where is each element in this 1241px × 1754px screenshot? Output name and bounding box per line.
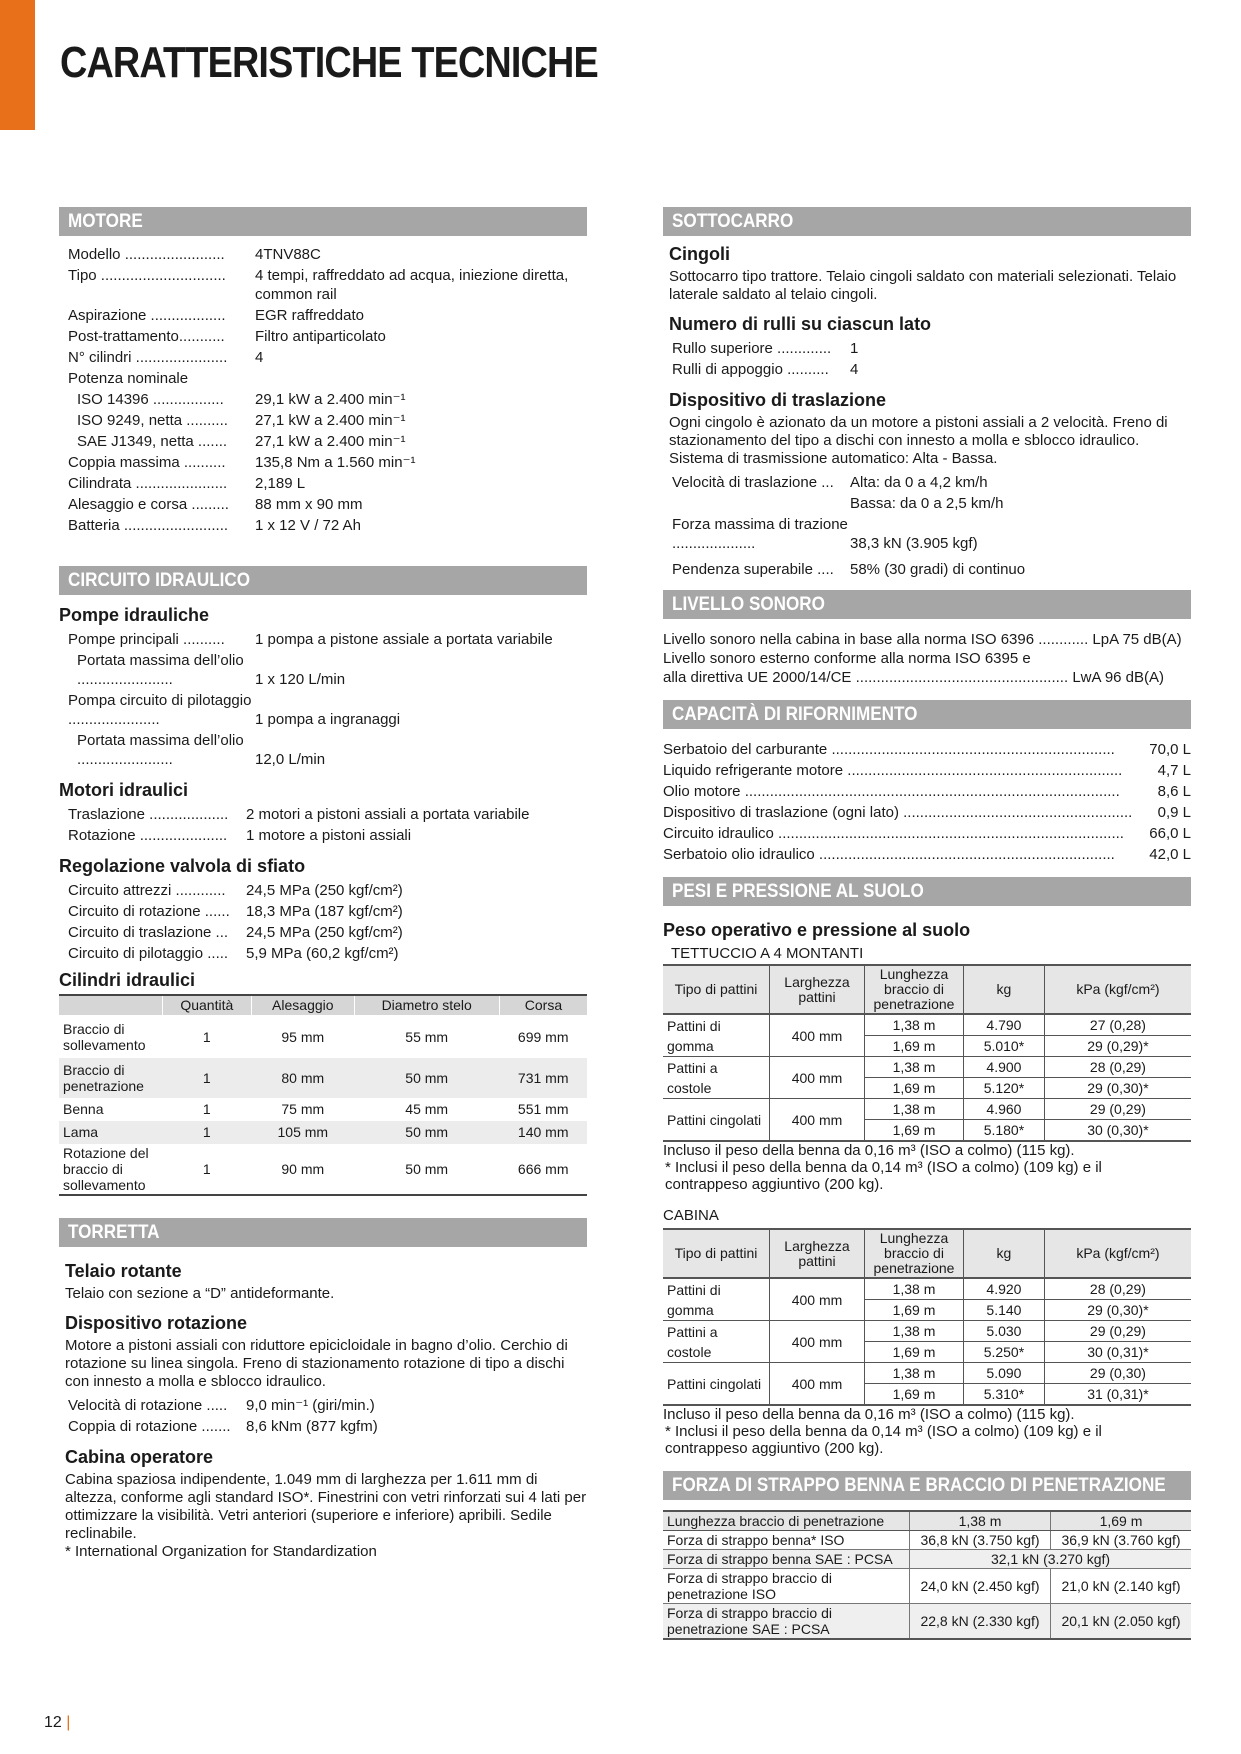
table-cell: 1,69 m [865,1078,964,1099]
table-cell: 1 [202,1028,211,1045]
table-cell: 5.250* [964,1342,1045,1363]
motore-table [59,244,587,536]
spec-value: 29,1 kW a 2.400 min⁻¹ [255,391,406,408]
spec-value: 8,6 kNm (877 kgfm) [246,1417,378,1435]
spec-label: Alesaggio e corsa ......... [68,496,229,513]
table-cell: 1 [202,1101,211,1117]
table-cell: 55 mm [405,1028,449,1045]
spec-label: Coppia massima .......... [68,454,226,471]
table-cell: Pattini cingolati [663,1363,770,1406]
table-cell: 90 mm [252,1144,354,1195]
spec-label: ISO 14396 ................. [77,391,224,408]
spec-label: Pompe principali .......... [68,631,225,648]
spec-value: 9,0 min⁻¹ (giri/min.) [246,1396,375,1414]
weight-note: Incluso il peso della benna da 0,16 m³ (ISO a colmo) (115 kg). [663,1142,1075,1159]
capacity-label: Serbatoio olio idraulico ....................................................................... [663,846,1115,863]
table-cell: Benna [63,1101,104,1117]
spec-label: Circuito di rotazione ...... [68,903,230,920]
spec-label: Portata massima dell’olio ....................... [77,652,244,688]
table-cell: 400 mm [770,1363,865,1406]
spec-value: Alta: da 0 a 4,2 km/h [850,474,988,491]
cabina-text: Cabina spaziosa indipendente, 1.049 mm di larghezza per 1.611 mm di altezza, conforme agli standard ISO*. Finestrini con vetri rinforzati sui 4 lati per ottimizzare la visibilità. Vetri anteriori (superiore e inferiore) apribili. Sedile reclinabile. [65,1470,587,1542]
spec-label: Portata massima dell’olio ....................... [77,732,244,768]
column-header: Tipo di pattini [663,965,770,1014]
pompe-table [59,629,587,770]
spec-label: Pendenza superabile .... [672,561,834,578]
capacity-value: 4,7 L [1157,762,1191,779]
table-cell: 45 mm [405,1101,449,1117]
spec-value: 58% (30 gradi) di continuo [850,561,1026,578]
spec-value: 24,5 MPa (250 kgf/cm²) [246,924,403,941]
section-header-sottocarro: SOTTOCARRO [663,207,1191,236]
cilindri-table [59,994,587,1196]
spec-label: Batteria ......................... [68,517,229,534]
spec-value: 5,9 MPa (60,2 kgf/cm²) [246,945,399,962]
spec-label: Circuito di pilotaggio ..... [68,945,229,962]
table-row [663,1057,1191,1078]
spec-value: 1 motore a pistoni assiali [246,827,412,844]
spec-value: Filtro antiparticolato [255,328,386,345]
section-header-forza: FORZA DI STRAPPO BENNA E BRACCIO DI PENETRAZIONE [663,1471,1191,1500]
table-cell: 24,0 kN (2.450 kgf) [910,1569,1051,1604]
table-cell: Braccio di sollevamento [63,1020,146,1053]
livello-line: Livello sonoro nella cabina in base alla norma ISO 6396 ............ LpA 75 dB(A) [663,631,1182,648]
column-header: Corsa [499,995,587,1016]
section-header-pesi: PESI E PRESSIONE AL SUOLO [663,877,1191,906]
subheading-pompe: Pompe idrauliche [59,605,210,625]
column-header: Alesaggio [252,995,354,1016]
rulli-table [669,338,1191,380]
page-number-divider: | [66,1714,71,1731]
table-cell: 4.900 [964,1057,1045,1078]
subheading-traslazione: Dispositivo di traslazione [669,390,887,410]
config-label: TETTUCCIO A 4 MONTANTI [671,945,864,962]
table-cell: 28 (0,29) [1044,1278,1191,1300]
spec-value: EGR raffreddato [255,307,364,324]
column-header: Tipo di pattini [663,1229,770,1278]
table-cell: 95 mm [281,1028,325,1045]
table-cell: 36,8 kN (3.750 kgf) [910,1531,1051,1550]
rotazione-text: Motore a pistoni assiali con riduttore epicicloidale in bagno d’olio. Cerchio di rotazione su linea singola. Freno di stazionamento rotazione di tipo a dischi con innesto a molla e sblocco idraulico. [65,1336,568,1390]
table-cell: 29 (0,30)* [1044,1078,1191,1099]
section-header-motore: MOTORE [59,207,587,236]
spec-label: Modello ........................ [68,246,225,263]
left-column [59,207,587,1561]
table-cell: 5.120* [964,1078,1045,1099]
table-cell: 5.010* [964,1036,1045,1057]
spec-label: Tipo .............................. [68,267,226,284]
table-cell: 1,69 m [865,1342,964,1363]
table-cell: 32,1 kN (3.270 kgf) [910,1550,1192,1569]
table-cell: 50 mm [354,1144,499,1195]
spec-label: Rotazione ..................... [68,827,228,844]
table-cell: 30 (0,30)* [1044,1120,1191,1142]
table-row [663,1099,1191,1120]
column-header: Diametro stelo [354,995,499,1016]
spec-label: Forza massima di trazione .................... [672,516,848,552]
capacity-row [663,760,1191,781]
table-cell: 551 mm [517,1101,569,1117]
capacity-row [663,844,1191,865]
table-cell: Pattini a costole [663,1321,770,1363]
subheading-cingoli: Cingoli [669,244,730,264]
spec-label: Rulli di appoggio .......... [672,361,829,378]
table-row [663,1278,1191,1300]
table-cell: 1,69 m [865,1384,964,1406]
table-cell: Rotazione del braccio di sollevamento [59,1144,162,1195]
table-cell: 400 mm [770,1321,865,1363]
table-cell: 5.180* [964,1120,1045,1142]
spec-label: ISO 9249, netta .......... [77,412,228,429]
table-cell: Pattini a costole [663,1057,770,1099]
traslazione-text: Ogni cingolo è azionato da un motore a pistoni assiali a 2 velocità. Freno di stazionamento del tipo a dischi con innesto a molla e sblocco idraulico. Sistema di trasmissione automatico: Alta - Bassa. [669,414,1168,467]
table-cell: 1,38 m [865,1278,964,1300]
table-cell: 1,38 m [865,1099,964,1120]
table-row [59,1016,587,1058]
spec-value: 2,189 L [255,475,306,492]
table-cell: 1 [162,1144,252,1195]
right-column [663,207,1191,1640]
table-cell: 1,38 m [865,1057,964,1078]
table-cell: 1,69 m [865,1300,964,1321]
column-header: kg [964,965,1045,1014]
table-cell: 29 (0,29)* [1044,1036,1191,1057]
section-header-capacita: CAPACITÀ DI RIFORNIMENTO [663,700,1191,729]
section-header-livello: LIVELLO SONORO [663,590,1191,619]
spec-label: N° cilindri ...................... [68,349,228,366]
table-cell: 31 (0,31)* [1044,1384,1191,1406]
spec-value: 1 [850,340,859,357]
table-row [59,1058,587,1098]
subheading-cilindri: Cilindri idraulici [59,970,196,990]
valvola-table [59,880,587,964]
capacity-label: Dispositivo di traslazione (ogni lato) ....................................................... [663,804,1133,821]
table-cell: 400 mm [770,1014,865,1057]
column-header [59,995,162,1016]
table-cell: Lama [59,1121,162,1144]
capacity-value: 70,0 L [1149,741,1191,758]
spec-value: 135,8 Nm a 1.560 min⁻¹ [255,454,416,471]
spec-label: Circuito di traslazione ... [68,924,229,941]
cabina-footnote: * International Organization for Standardization [65,1542,377,1560]
capacity-row [663,802,1191,823]
table-cell: Forza di strappo braccio di penetrazione SAE : PCSA [663,1604,910,1640]
table-cell: Braccio di penetrazione [59,1058,162,1098]
table-cell: 140 mm [499,1121,587,1144]
table-row [59,1144,587,1195]
table-cell: 30 (0,31)* [1044,1342,1191,1363]
table-cell: 27 (0,28) [1044,1014,1191,1036]
table-cell: 22,8 kN (2.330 kgf) [910,1604,1051,1640]
table-cell: 1 [162,1058,252,1098]
table-cell: 1,69 m [865,1036,964,1057]
section-header-torretta: TORRETTA [59,1218,587,1247]
motori-table [59,804,587,846]
weight-table-tettuccio [663,964,1191,1142]
weight-table-cabina [663,1228,1191,1406]
capacity-label: Olio motore .......................................................................................... [663,783,1120,800]
page-number: 12 | [44,1714,71,1731]
table-cell: 36,9 kN (3.760 kgf) [1051,1531,1191,1550]
spec-value: 27,1 kW a 2.400 min⁻¹ [255,433,406,450]
table-cell: 731 mm [499,1058,587,1098]
table-row [59,1121,587,1144]
page-title: CARATTERISTICHE TECNICHE [60,38,598,87]
spec-label: Velocità di rotazione ..... [68,1396,228,1414]
spec-label: Aspirazione .................. [68,307,226,324]
table-cell: 4.790 [964,1014,1045,1036]
capacity-row [663,823,1191,844]
capacity-row [663,739,1191,760]
spec-label: Coppia di rotazione ....... [68,1417,231,1435]
spec-label: Cilindrata ...................... [68,475,228,492]
table-cell: 4.920 [964,1278,1045,1300]
table-cell: 105 mm [252,1121,354,1144]
column-header: kPa (kgf/cm²) [1044,965,1191,1014]
table-row [663,1321,1191,1342]
column-header: Quantità [162,995,252,1016]
table-row [663,1363,1191,1384]
table-cell: 5.030 [964,1321,1045,1342]
table-cell: 29 (0,29) [1044,1321,1191,1342]
spec-value: 12,0 L/min [255,751,326,768]
capacity-value: 0,9 L [1157,804,1191,821]
spec-label: SAE J1349, netta ....... [77,433,228,450]
forza-table [663,1510,1191,1640]
table-cell: 1,69 m [865,1120,964,1142]
capacity-value: 8,6 L [1157,783,1191,800]
spec-label: Pompa circuito di pilotaggio ...................... [68,692,252,728]
weight-note: * Inclusi il peso della benna da 0,14 m³ (ISO a colmo) (109 kg) e il contrappeso aggiuntivo (200 kg). [665,1159,1102,1193]
column-header: Lunghezza braccio di penetrazione [865,1229,964,1278]
table-row [663,1550,1191,1569]
table-cell: 29 (0,29) [1044,1099,1191,1120]
table-cell: 20,1 kN (2.050 kgf) [1051,1604,1191,1640]
spec-value: 1 pompa a ingranaggi [255,711,401,728]
table-cell: 5.090 [964,1363,1045,1384]
spec-value: 4 tempi, raffreddato ad acqua, iniezione diretta, common rail [255,267,569,303]
spec-value [255,368,587,389]
column-header: 1,38 m [910,1511,1051,1531]
spec-value: 38,3 kN (3.905 kgf) [850,535,978,552]
table-cell: 29 (0,30)* [1044,1300,1191,1321]
column-header: kg [964,1229,1045,1278]
spec-label: Post-trattamento........... [68,328,225,345]
config-label: CABINA [663,1207,719,1224]
livello-line: Livello sonoro esterno conforme alla norma ISO 6395 e [663,650,1031,667]
table-cell: 400 mm [770,1278,865,1321]
column-header: Larghezza pattini [770,965,865,1014]
spec-label: Rullo superiore ............. [672,340,832,357]
table-cell: 50 mm [354,1058,499,1098]
spec-value: 24,5 MPa (250 kgf/cm²) [246,882,403,899]
accent-bar [0,0,35,130]
spec-label: Velocità di traslazione ... [672,474,834,491]
spec-value: 2 motori a pistoni assiali a portata variabile [246,806,530,823]
spec-value: 88 mm x 90 mm [255,496,363,513]
telaio-text: Telaio con sezione a “D” antideformante. [65,1284,335,1302]
capacity-label: Serbatoio del carburante .................................................................... [663,741,1115,758]
spec-value: 18,3 MPa (187 kgf/cm²) [246,903,403,920]
table-cell: 5.140 [964,1300,1045,1321]
rotazione-table [65,1395,587,1437]
table-cell: 50 mm [354,1121,499,1144]
table-cell: 28 (0,29) [1044,1057,1191,1078]
subheading-peso-operativo: Peso operativo e pressione al suolo [663,920,971,940]
subheading-valvola: Regolazione valvola di sfiato [59,856,306,876]
spec-value: 27,1 kW a 2.400 min⁻¹ [255,412,406,429]
table-cell: Pattini di gomma [667,1017,721,1054]
spec-value: Bassa: da 0 a 2,5 km/h [850,495,1004,512]
table-row [59,1098,587,1121]
subheading-motori: Motori idraulici [59,780,189,800]
table-cell: Pattini di gomma [667,1281,721,1318]
table-cell: 1 [162,1121,252,1144]
capacity-row [663,781,1191,802]
subheading-cabina: Cabina operatore [65,1446,214,1467]
spec-value: 4 [255,349,264,366]
table-cell: 5.310* [964,1384,1045,1406]
spec-value: 4TNV88C [255,246,321,263]
table-row [663,1569,1191,1604]
table-cell: Forza di strappo benna SAE : PCSA [663,1550,910,1569]
spec-label [669,493,850,514]
table-row [663,1014,1191,1036]
table-cell: 666 mm [499,1144,587,1195]
table-cell: 4.960 [964,1099,1045,1120]
column-header: Larghezza pattini [770,1229,865,1278]
subheading-rulli: Numero di rulli su ciascun lato [669,314,932,334]
traslazione-table [669,472,1191,580]
table-cell: Forza di strappo braccio di penetrazione ISO [663,1569,910,1604]
capacity-value: 66,0 L [1149,825,1191,842]
section-header-circuito: CIRCUITO IDRAULICO [59,566,587,595]
spec-value: 1 x 12 V / 72 Ah [255,517,361,534]
spec-label: Traslazione ................... [68,806,229,823]
column-header: kPa (kgf/cm²) [1044,1229,1191,1278]
table-cell: 80 mm [252,1058,354,1098]
capacity-label: Circuito idraulico ................................................................................... [663,825,1124,842]
table-cell: 75 mm [281,1101,325,1117]
spec-value: 4 [850,361,859,378]
column-header: Lunghezza braccio di penetrazione [663,1511,910,1531]
table-row [663,1531,1191,1550]
spec-label: Potenza nominale [68,370,189,387]
table-cell: 21,0 kN (2.140 kgf) [1051,1569,1191,1604]
capacity-value: 42,0 L [1149,846,1191,863]
weight-note: * Inclusi il peso della benna da 0,14 m³ (ISO a colmo) (109 kg) e il contrappeso aggiuntivo (200 kg). [665,1423,1102,1457]
cingoli-text: Sottocarro tipo trattore. Telaio cingoli saldato con materiali selezionati. Telaio laterale saldato al telaio cingoli. [669,268,1177,303]
table-cell: 400 mm [770,1099,865,1142]
spec-value: 1 x 120 L/min [255,671,346,688]
column-header: Lunghezza braccio di penetrazione [865,965,964,1014]
spec-label: Circuito attrezzi ............ [68,882,226,899]
column-header: 1,69 m [1051,1511,1191,1531]
table-header-row [663,1511,1191,1531]
capacity-label: Liquido refrigerante motore .................................................................. [663,762,1123,779]
subheading-rotazione: Dispositivo rotazione [65,1312,248,1333]
livello-line: alla direttiva UE 2000/14/CE ................................................... LwA 96 dB(A) [663,669,1165,686]
table-cell: Pattini cingolati [663,1099,770,1142]
table-cell: 1,38 m [865,1014,964,1036]
table-cell: 1,38 m [865,1363,964,1384]
table-cell: 1,38 m [865,1321,964,1342]
weight-note: Incluso il peso della benna da 0,16 m³ (ISO a colmo) (115 kg). [663,1406,1075,1423]
spec-value: 1 pompa a pistone assiale a portata variabile [255,631,553,648]
subheading-telaio: Telaio rotante [65,1260,182,1281]
table-cell: 29 (0,30) [1044,1363,1191,1384]
table-cell: Forza di strappo benna* ISO [663,1531,910,1550]
table-row [663,1604,1191,1640]
table-cell: 400 mm [770,1057,865,1099]
table-cell: 699 mm [517,1028,569,1045]
